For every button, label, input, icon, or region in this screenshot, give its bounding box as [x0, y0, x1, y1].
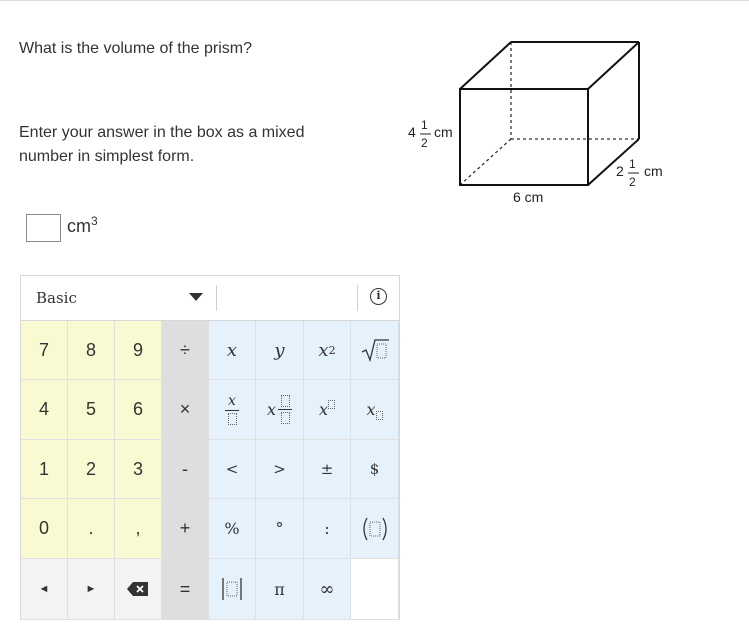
key-x[interactable]	[209, 321, 256, 380]
subscript-placeholder-icon	[376, 411, 383, 420]
depth-label-den: 2	[629, 175, 636, 189]
keypad-grid	[21, 321, 399, 620]
key-divide[interactable]: ÷	[162, 321, 209, 380]
key-exponent-base: x	[318, 400, 329, 419]
key-7[interactable]: 7	[21, 321, 68, 380]
depth-label-whole: 2	[616, 163, 624, 179]
fraction-icon	[225, 394, 239, 425]
key-absolute-value[interactable]	[209, 559, 256, 620]
key-comma[interactable]: ,	[115, 499, 162, 559]
key-pi[interactable]: π	[256, 559, 304, 620]
exponent-placeholder-icon	[328, 400, 335, 409]
key-degree[interactable]: °	[256, 499, 304, 559]
keypad-header	[21, 276, 399, 321]
info-icon[interactable]: i	[370, 288, 387, 305]
key-infinity[interactable]: ∞	[304, 559, 351, 620]
key-equals[interactable]: =	[162, 559, 209, 620]
key-plus[interactable]: +	[162, 499, 209, 559]
top-divider	[0, 0, 749, 1]
prism-figure	[400, 30, 680, 220]
parentheses-icon	[360, 516, 390, 542]
answer-unit	[67, 214, 98, 237]
key-subscript-base: x	[366, 400, 376, 419]
question-text: What is the volume of the prism?	[19, 40, 252, 57]
key-less-than[interactable]: <	[209, 440, 256, 499]
mixed-number-icon	[278, 395, 292, 424]
key-x-squared-base: x	[318, 339, 329, 361]
key-4[interactable]: 4	[21, 380, 68, 440]
key-2[interactable]: 2	[68, 440, 115, 499]
key-minus[interactable]: -	[162, 440, 209, 499]
key-parentheses[interactable]	[351, 499, 399, 559]
backspace-icon	[126, 581, 150, 597]
key-times[interactable]: ×	[162, 380, 209, 440]
square-root-icon	[360, 337, 390, 363]
key-dollar[interactable]: $	[351, 440, 399, 499]
key-8[interactable]: 8	[68, 321, 115, 380]
keypad-mode-dropdown-icon[interactable]	[189, 293, 203, 301]
answer-input[interactable]	[26, 214, 61, 242]
instruction-text: Enter your answer in the box as a mixed number in simplest form.	[19, 124, 305, 165]
key-fraction[interactable]	[209, 380, 256, 440]
key-x-squared[interactable]	[304, 321, 351, 380]
key-greater-than[interactable]: >	[256, 440, 304, 499]
key-cursor-right[interactable]: ►	[68, 559, 115, 620]
key-x-label: x	[226, 339, 238, 361]
key-cursor-left[interactable]: ◄	[21, 559, 68, 620]
height-label-num: 1	[421, 118, 428, 132]
key-3[interactable]: 3	[115, 440, 162, 499]
mixed-number-whole: x	[266, 400, 277, 419]
key-subscript[interactable]	[351, 380, 399, 440]
math-keypad	[20, 275, 400, 620]
key-percent[interactable]: %	[209, 499, 256, 559]
key-0[interactable]: 0	[21, 499, 68, 559]
key-9[interactable]: 9	[115, 321, 162, 380]
height-label-unit: cm	[434, 124, 453, 140]
absolute-value-icon	[220, 576, 244, 602]
key-5[interactable]: 5	[68, 380, 115, 440]
height-label-den: 2	[421, 136, 428, 150]
length-label: 6 cm	[513, 189, 544, 205]
key-exponent[interactable]	[304, 380, 351, 440]
answer-unit-base: cm	[67, 215, 91, 236]
key-backspace[interactable]	[115, 559, 162, 620]
fraction-icon-numerator: x	[228, 393, 236, 409]
key-plus-minus[interactable]: ±	[304, 440, 351, 499]
answer-row	[26, 214, 98, 242]
depth-label-num: 1	[629, 157, 636, 171]
depth-label-unit: cm	[644, 163, 663, 179]
answer-unit-power: 3	[91, 213, 98, 228]
key-y[interactable]	[256, 321, 304, 380]
key-x-squared-exp: 2	[328, 343, 336, 357]
header-divider	[357, 285, 358, 311]
key-ratio[interactable]: :	[304, 499, 351, 559]
key-decimal[interactable]: .	[68, 499, 115, 559]
height-label-whole: 4	[408, 124, 416, 140]
key-6[interactable]: 6	[115, 380, 162, 440]
key-square-root[interactable]	[351, 321, 399, 380]
key-mixed-number[interactable]	[256, 380, 304, 440]
key-y-label: y	[274, 339, 285, 361]
key-1[interactable]: 1	[21, 440, 68, 499]
empty-key-slot	[351, 559, 399, 620]
header-divider	[216, 285, 217, 311]
keypad-mode-label[interactable]: Basic	[36, 289, 77, 307]
